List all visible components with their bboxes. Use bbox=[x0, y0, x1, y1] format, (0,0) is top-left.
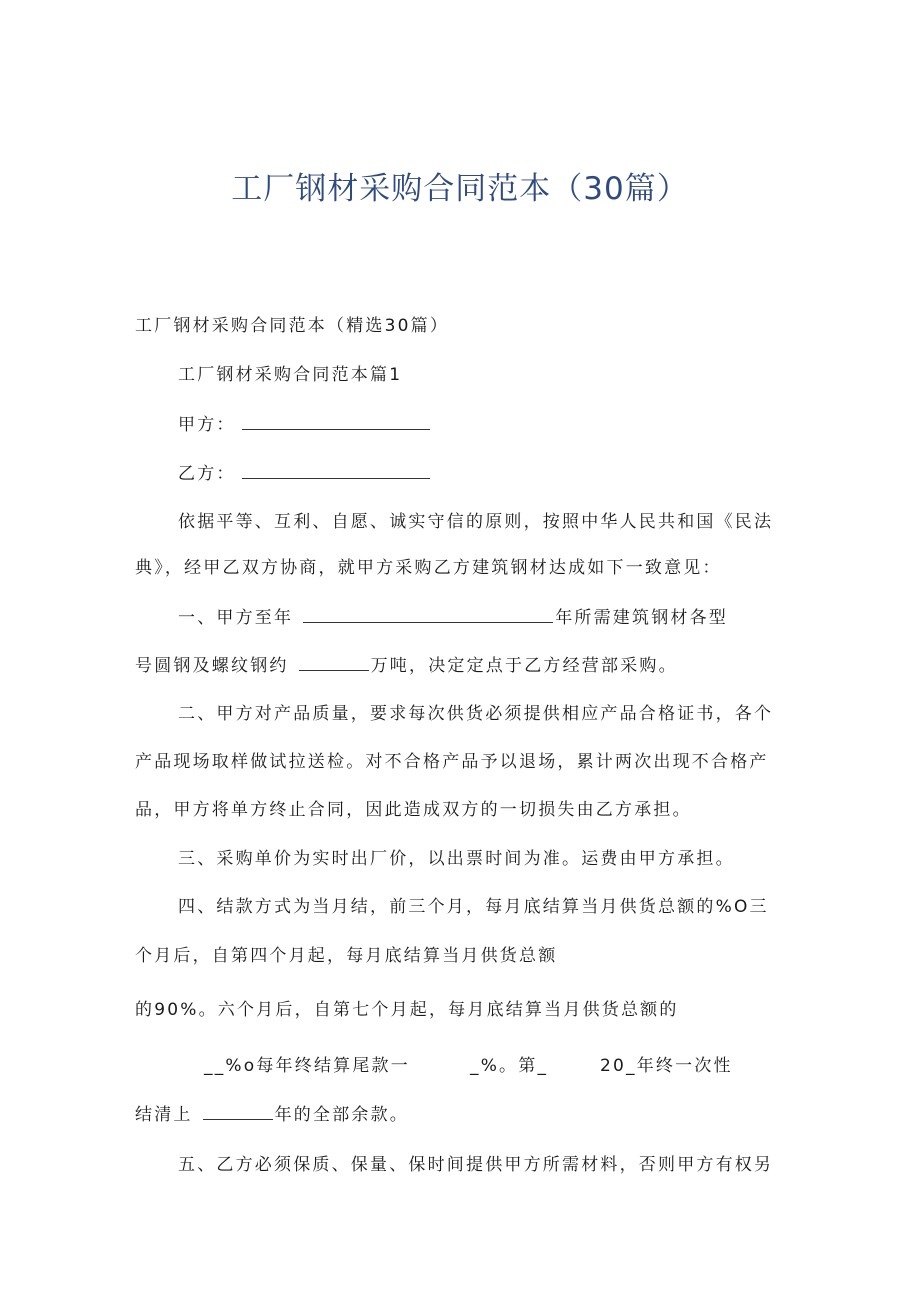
clause-1-text-a: 一、甲方至年 bbox=[178, 608, 294, 628]
document-title: 工厂钢材采购合同范本（30篇） bbox=[231, 171, 689, 207]
party-b-blank bbox=[242, 462, 430, 479]
party-a-line bbox=[178, 413, 432, 436]
section-heading: 工厂钢材采购合同范本篇1 bbox=[178, 365, 403, 385]
intro-line-1: 依据平等、互利、自愿、诚实守信的原则，按照中华人民共和国《民法 bbox=[178, 512, 774, 532]
clause-4-line-4b: _%。第_ bbox=[470, 1056, 549, 1076]
clause-2-line-2: 产品现场取样做试拉送检。对不合格产品予以退场，累计两次出现不合格产 bbox=[135, 752, 769, 772]
clause-1-text-c: 号圆钢及螺纹钢约 bbox=[135, 656, 289, 676]
party-b-line bbox=[178, 462, 432, 485]
clause-1-line-1 bbox=[178, 606, 728, 629]
clause-4-line-2: 个月后，自第四个月起，每月底结算当月供货总额 bbox=[135, 946, 558, 966]
clause-1-year-blank bbox=[303, 606, 553, 623]
party-a-label: 甲方： bbox=[178, 415, 236, 435]
clause-1-text-b: 年所需建筑钢材各型 bbox=[555, 608, 729, 628]
intro-line-2: 典》，经甲乙双方协商，就甲方采购乙方建筑钢材达成如下一致意见： bbox=[135, 558, 722, 578]
clause-4-line-3: 的90%。六个月后，自第七个月起，每月底结算当月供货总额的 bbox=[135, 1000, 679, 1020]
document-subtitle: 工厂钢材采购合同范本（精选30篇） bbox=[135, 316, 450, 336]
clause-2-line-1: 二、甲方对产品质量，要求每次供货必须提供相应产品合格证书，各个 bbox=[178, 704, 774, 724]
clause-4-line-5 bbox=[135, 1103, 409, 1126]
clause-1-amount-blank bbox=[299, 654, 369, 671]
clause-1-line-2 bbox=[135, 654, 678, 677]
clause-2-line-3: 品，甲方将单方终止合同，因此造成双方的一切损失由乙方承担。 bbox=[135, 800, 692, 820]
clause-4-line-4a: __%o每年终结算尾款一 bbox=[204, 1056, 410, 1076]
clause-1-text-d: 万吨，决定定点于乙方经营部采购。 bbox=[370, 656, 678, 676]
clause-4-year-blank bbox=[203, 1103, 273, 1120]
clause-4-line-1: 四、结款方式为当月结，前三个月，每月底结算当月供货总额的%O三 bbox=[178, 897, 769, 917]
party-a-blank bbox=[242, 413, 430, 430]
clause-4-text-b: 年的全部余款。 bbox=[274, 1105, 410, 1125]
clause-5-line-1: 五、乙方必须保质、保量、保时间提供甲方所需材料，否则甲方有权另 bbox=[178, 1155, 774, 1175]
clause-4-text-a: 结清上 bbox=[135, 1105, 193, 1125]
party-b-label: 乙方： bbox=[178, 464, 236, 484]
clause-3: 三、采购单价为实时出厂价，以出票时间为准。运费由甲方承担。 bbox=[178, 849, 735, 869]
clause-4-line-4c: 20_年终一次性 bbox=[600, 1056, 733, 1076]
